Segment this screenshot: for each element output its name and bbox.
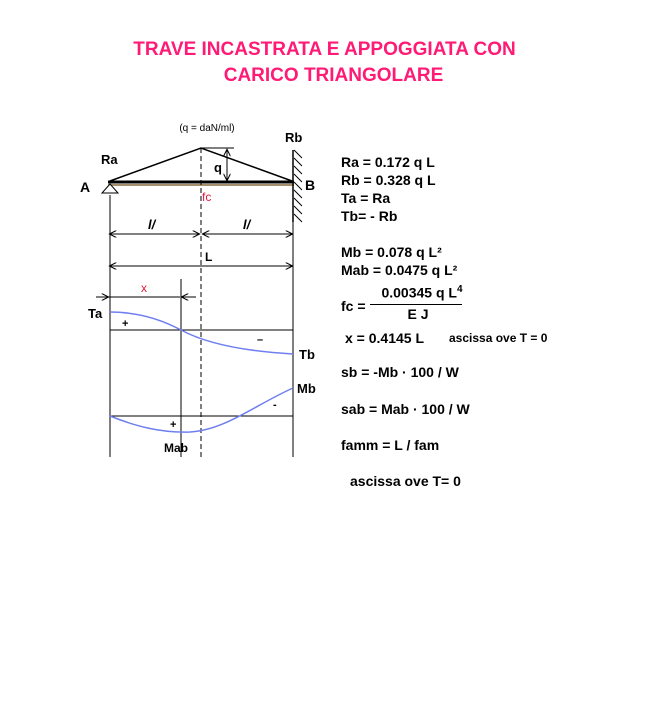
formula-ra: Ra = 0.172 q L: [341, 154, 435, 170]
fraction-bar: [370, 304, 462, 305]
wall-hatching: [294, 150, 302, 222]
title-line-1: TRAVE INCASTRATA E APPOGGIATA CON: [133, 39, 516, 60]
formula-sb: sb = -Mb · 100 / W: [341, 364, 459, 380]
formula-x-note: ascissa ove T = 0: [449, 331, 548, 345]
formula-x: x = 0.4145 L: [345, 330, 425, 346]
mb-label: Mb: [297, 381, 316, 396]
x-label: x: [141, 281, 147, 295]
tb-label: Tb: [299, 347, 315, 362]
load-label: (q = daN/ml): [179, 123, 235, 134]
formula-mab: Mab = 0.0475 q L²: [341, 262, 458, 278]
title-line-2: CARICO TRIANGOLARE: [223, 65, 444, 86]
support-a-label: A: [80, 179, 91, 195]
formula-fc-exponent: 4: [456, 284, 463, 295]
formula-ascissa: ascissa ove T= 0: [350, 473, 461, 489]
ra-label: Ra: [101, 152, 118, 167]
shear-minus-sign: –: [257, 334, 264, 346]
fc-label: fc: [202, 190, 212, 204]
formula-rb: Rb = 0.328 q L: [341, 172, 436, 188]
moment-plus-sign: +: [170, 419, 177, 431]
half-span-right-label: l/: [243, 217, 251, 232]
formula-fc-lhs: fc =: [341, 298, 366, 314]
formula-fc-numerator: 0.00345 q $L^4$: [381, 284, 463, 301]
half-span-left-label: l/: [148, 217, 156, 232]
formula-tb: Tb= - Rb: [341, 208, 398, 224]
moment-curve: [110, 388, 293, 432]
ta-label: Ta: [88, 306, 103, 321]
support-b-label: B: [305, 177, 316, 193]
shear-plus-sign: +: [122, 318, 129, 330]
q-label: q: [214, 160, 222, 175]
formula-famm: famm = L / fam: [341, 437, 440, 453]
formula-ta: Ta = Ra: [341, 190, 391, 206]
span-label: L: [205, 250, 213, 264]
mab-label: Mab: [164, 441, 188, 455]
formula-fc-denominator: E J: [407, 306, 429, 322]
rb-label: Rb: [285, 130, 303, 145]
formula-mb: Mb = 0.078 q L²: [341, 244, 442, 260]
moment-minus-sign: -: [273, 399, 277, 411]
formula-sab: sab = Mab · 100 / W: [341, 401, 470, 417]
